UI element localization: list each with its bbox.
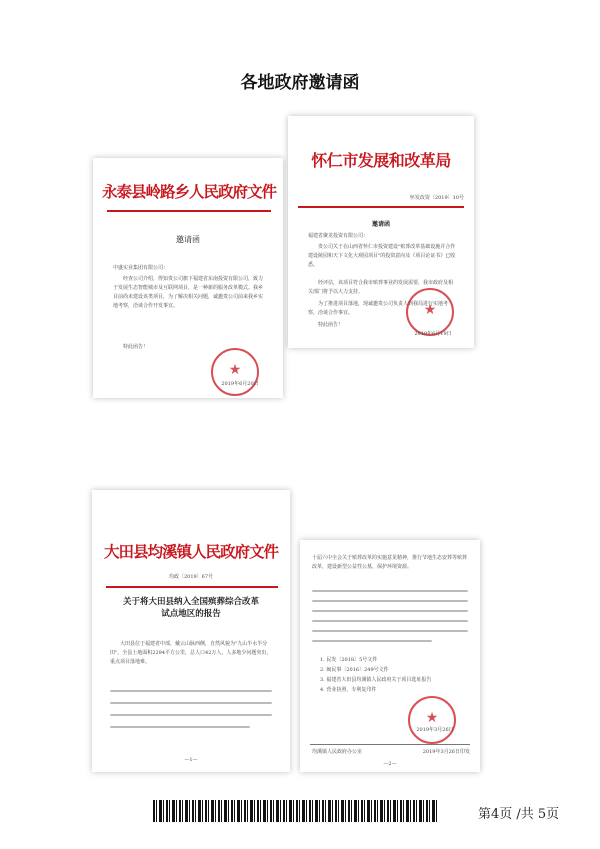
- invitation-letter-huairen: [288, 116, 474, 348]
- doc-number: 均政〔2019〕67号: [168, 574, 214, 580]
- header-divider: [298, 206, 464, 208]
- official-seal: [408, 696, 456, 744]
- attachment-item: 4. 营业执照、专利复印件: [320, 687, 377, 693]
- doc-header: 大田县均溪镇人民政府文件: [103, 542, 278, 561]
- doc-page-number: —2—: [383, 761, 397, 767]
- doc-date: 2019年3月26日: [416, 727, 454, 733]
- text-line: [110, 726, 250, 728]
- doc-body-2: 经评估，该项目符合我市殡葬事业的发展需要，我市政府及相关部门将予以大力支持。: [308, 280, 454, 295]
- page-title: 各地政府邀请函: [240, 73, 360, 93]
- attachment-item: 1. 民发〔2018〕5号文件: [320, 657, 378, 663]
- doc-header: 怀仁市发展和改革局: [311, 151, 451, 170]
- doc-page-number: —1—: [184, 757, 198, 763]
- doc-addressee: 福建省聚龙投资有限公司：: [308, 233, 369, 239]
- text-line: [110, 714, 272, 716]
- header-divider: [106, 586, 278, 588]
- footer-divider: [310, 744, 470, 745]
- attachment-item: 2. 闽民事〔2016〕249号文件: [320, 667, 389, 673]
- doc-addressee: 中盛实业集团有限公司：: [113, 265, 169, 271]
- text-line: [312, 640, 432, 642]
- report-datian-page2: [300, 540, 480, 772]
- text-line: [110, 690, 272, 692]
- doc-number: 怀发改资〔2019〕10号: [409, 195, 464, 201]
- text-line: [312, 600, 468, 602]
- doc-closing: 特此函告！: [318, 322, 344, 328]
- official-seal: [406, 288, 454, 336]
- text-line: [312, 630, 468, 632]
- invitation-letter-yongtai: [93, 158, 283, 398]
- text-line: [312, 610, 468, 612]
- doc-date: 2019年6月19日: [414, 331, 452, 337]
- text-line: [312, 590, 468, 592]
- doc-body: 十届六中全会关于殡葬改革的实施意见精神，推行节地生态安葬等殡葬改革，建设新型公益性公墓，保护环境资源。: [312, 555, 468, 570]
- header-divider: [107, 210, 271, 212]
- doc-body: 经查公司介绍，得知贵公司旗下福建省东南投资有限公司，致力于发展生态智能城市及互联网项目，是一种新的服务改革模式。我乡目前尚未建设该类项目，为了解决相关问题，诚邀贵公司前来我乡实地考察，洽谈合作开发事宜。: [113, 276, 264, 309]
- doc-footer-office: 均溪镇人民政府办公室: [312, 749, 363, 755]
- doc-title: 关于将大田县纳入全国殡葬综合改革试点地区的报告: [122, 597, 259, 619]
- doc-body: 大田县位于福建省中部，戴云山脉西侧，自然风貌为"九山半水半分田"，全县土地面积2294平方公里，总人口42万人，人多地少问题突出，重点项目落地难。: [110, 641, 272, 665]
- text-line: [312, 620, 468, 622]
- doc-subtitle: 邀请函: [176, 235, 200, 244]
- doc-header: 永泰县岭路乡人民政府文件: [101, 182, 276, 201]
- doc-body: 贵公司关于在山西省怀仁市投资建设"殡葬改革基础设施并合作建设陵园和天下文化大观园项目"的投资意向及《项目论证书》已收悉。: [308, 244, 456, 268]
- text-line: [110, 702, 272, 704]
- barcode: [153, 800, 438, 822]
- doc-closing: 特此函告！: [123, 344, 149, 350]
- doc-body-3: 为了推进项目落地，现诚邀贵公司负责人到我局进行实地考察，洽谈合作事宜。: [308, 301, 449, 316]
- attachment-item: 3. 福建省大田县均溪镇人民政府关于项目选址报告: [320, 677, 432, 683]
- report-datian-page1: [92, 490, 290, 772]
- doc-footer-date: 2019年3月26日印发: [422, 749, 470, 755]
- doc-subtitle: 邀请函: [371, 221, 390, 228]
- page-counter: 第4页 /共 5页: [478, 807, 560, 822]
- doc-date: 2019年6月20日: [221, 381, 259, 387]
